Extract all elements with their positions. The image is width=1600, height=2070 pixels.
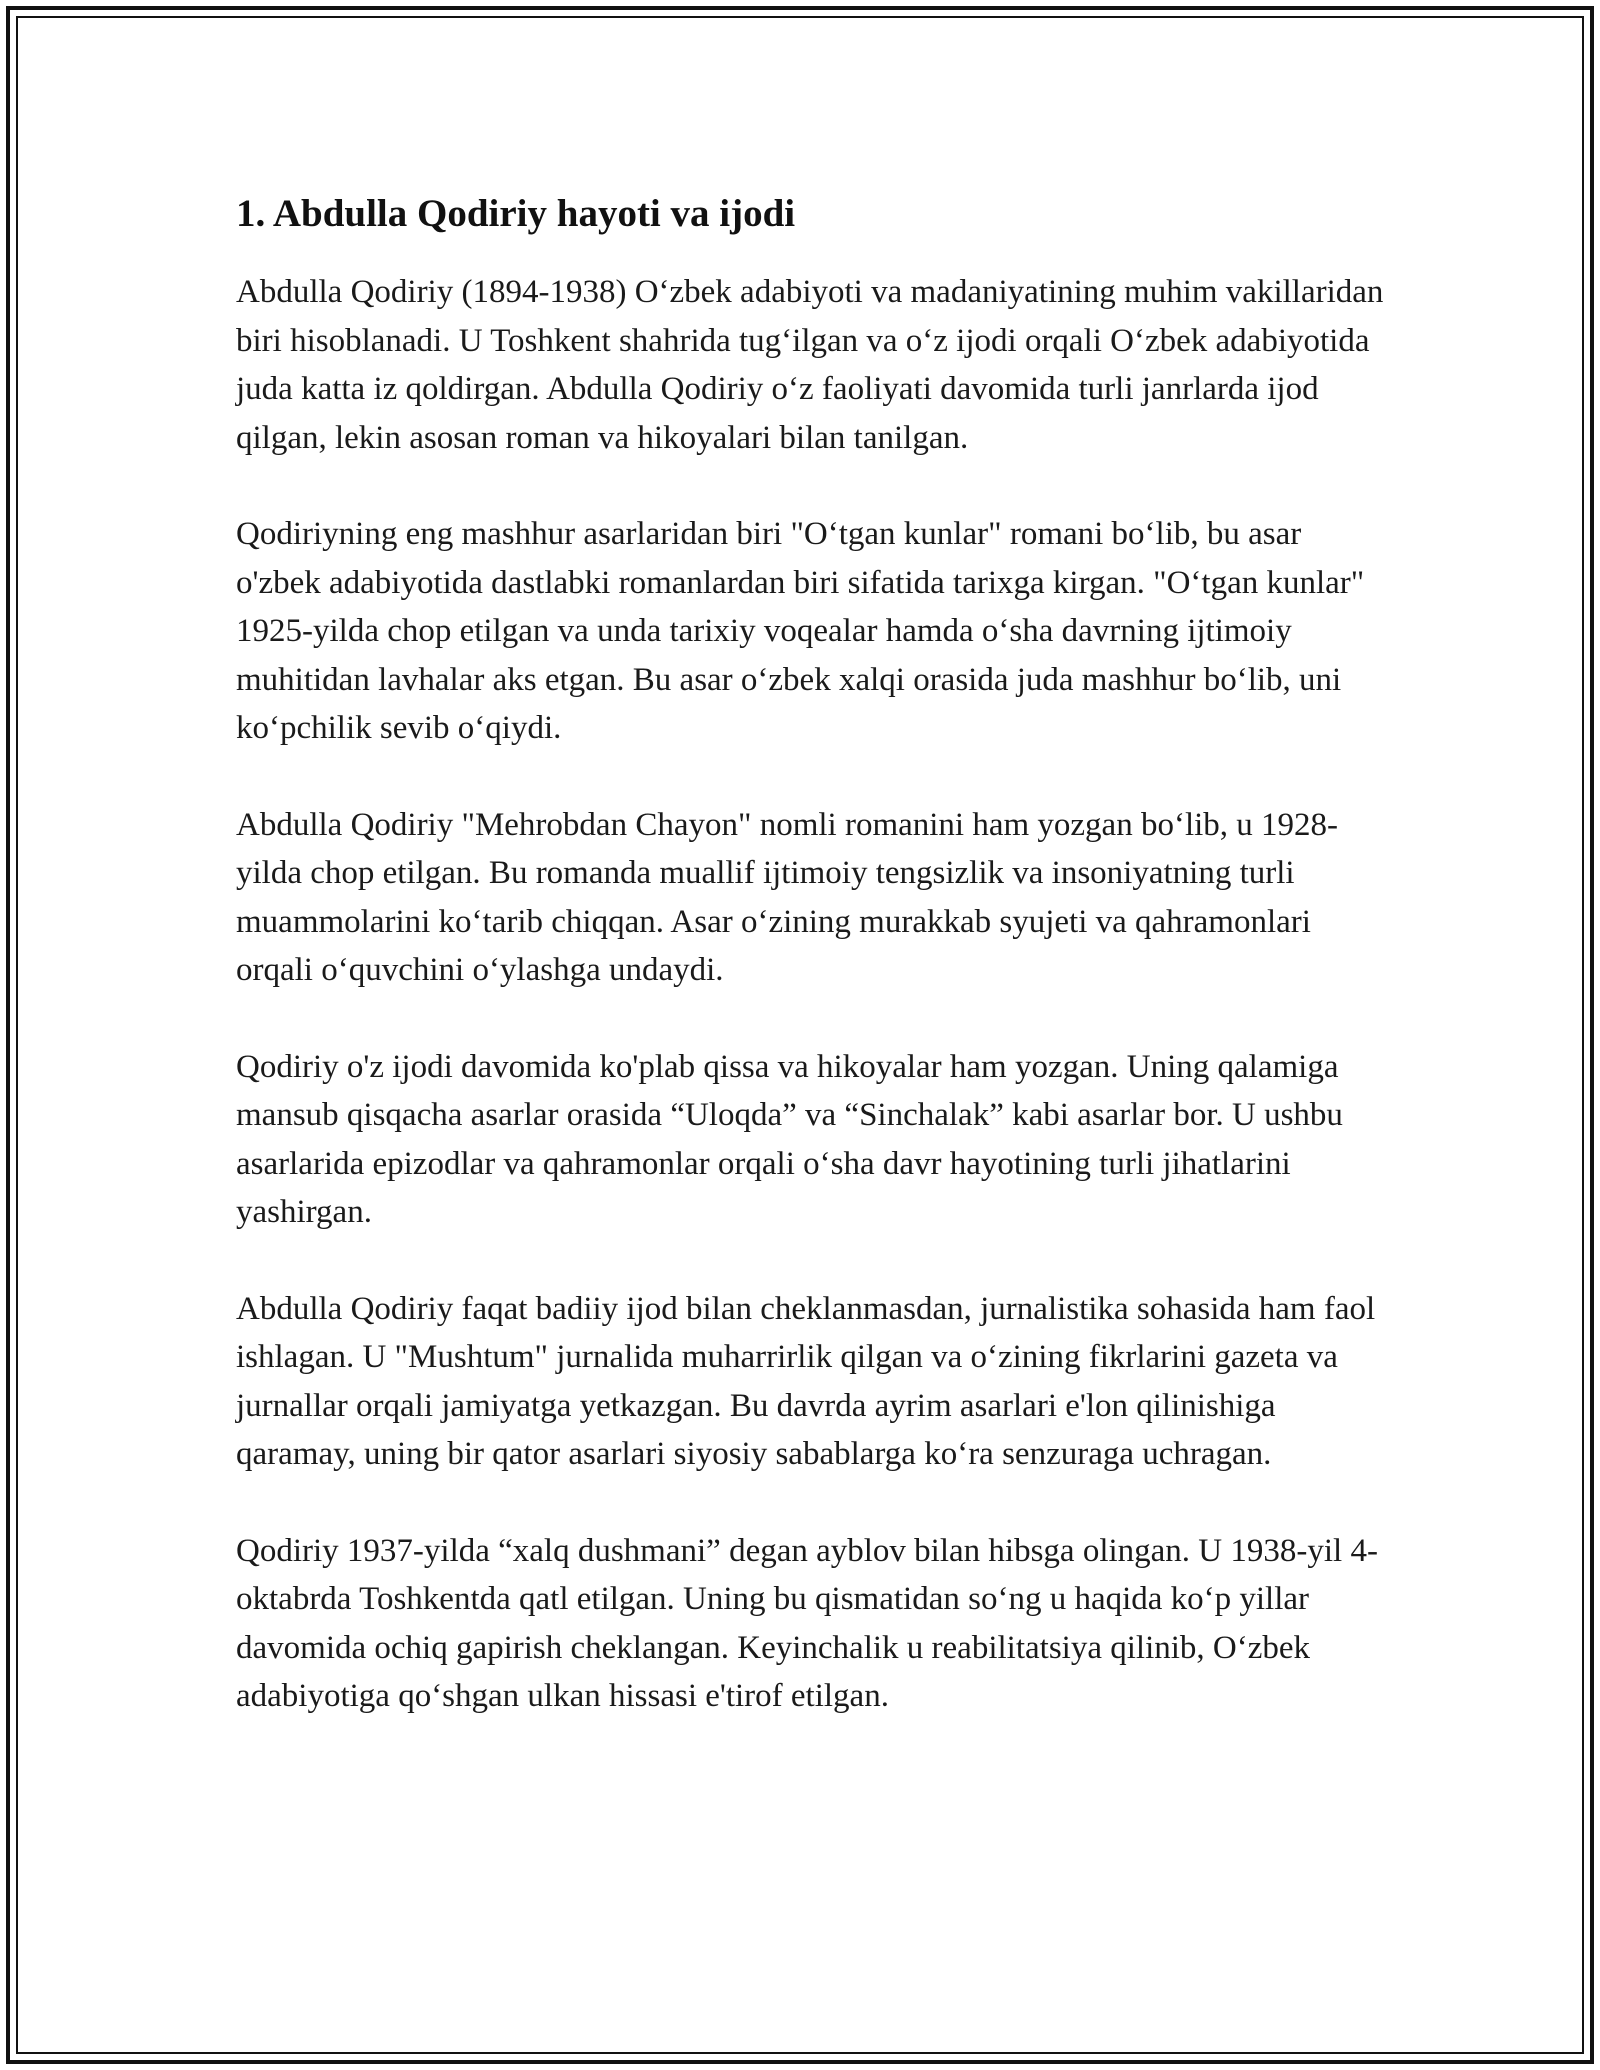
paragraph-mehrobdan-chayon: Abdulla Qodiriy "Mehrobdan Chayon" nomli romanini ham yozgan bo‘lib, u 1928-yilda chop etilgan. Bu romanda muallif ijtimoiy tengsizlik va insoniyatning turli muammolarini ko‘tarib chiqqan. Asar o‘zining murakkab syujeti va qahramonlari orqali o‘quvchini o‘ylashga undaydi. bbox=[236, 806, 1339, 988]
paragraph-biography-intro: Abdulla Qodiriy (1894-1938) O‘zbek adabiyoti va madaniyatining muhim vakillaridan biri hisoblanadi. U Toshkent shahrida tug‘ilgan va o‘z ijodi orqali O‘zbek adabiyotida juda katta iz qoldirgan. Abdulla Qodiriy o‘z faoliyati davomida turli janrlarda ijod qilgan, lekin asosan roman va hikoyalari bilan tanilgan. bbox=[236, 274, 1384, 456]
paragraph-otgan-kunlar: Qodiriyning eng mashhur asarlaridan biri "O‘tgan kunlar" romani bo‘lib, bu asar o'zbek adabiyotida dastlabki romanlardan biri sifatida tarixga kirgan. "O‘tgan kunlar" 1925-yilda chop etilgan va unda tarixiy voqealar hamda o‘sha davrning ijtimoiy muhitidan lavhalar aks etgan. Bu asar o‘zbek xalqi orasida juda mashhur bo‘lib, uni ko‘pchilik sevib o‘qiydi. bbox=[236, 516, 1365, 746]
paragraph-short-stories: Qodiriy o'z ijodi davomida ko'plab qissa va hikoyalar ham yozgan. Uning qalamiga mansub qisqacha asarlar orasida “Uloqda” va “Sinchalak” kabi asarlar bor. U ushbu asarlarida epizodlar va qahramonlar orqali o‘sha davr hayotining turli jihatlarini yashirgan. bbox=[236, 1048, 1343, 1230]
paragraph-journalism: Abdulla Qodiriy faqat badiiy ijod bilan cheklanmasdan, jurnalistika sohasida ham faol ishlagan. U "Mushtum" jurnalida muharrirlik qilgan va o‘zining fikrlarini gazeta va jurnallar orqali jamiyatga yetkazgan. Bu davrda ayrim asarlari e'lon qilinishiga qaramay, uning bir qator asarlari siyosiy sabablarga ko‘ra senzuraga uchragan. bbox=[236, 1290, 1376, 1472]
paragraph-arrest-rehabilitation: Qodiriy 1937-yilda “xalq dushmani” degan ayblov bilan hibsga olingan. U 1938-yil 4-oktabrda Toshkentda qatl etilgan. Uning bu qismatidan so‘ng u haqida ko‘p yillar davomida ochiq gapirish cheklangan. Keyinchalik u reabilitatsiya qilinib, O‘zbek adabiyotiga qo‘shgan ulkan hissasi e'tirof etilgan. bbox=[236, 1532, 1378, 1714]
section-heading: 1. Abdulla Qodiriy hayoti va ijodi bbox=[236, 192, 796, 235]
document-body bbox=[236, 188, 1386, 1769]
